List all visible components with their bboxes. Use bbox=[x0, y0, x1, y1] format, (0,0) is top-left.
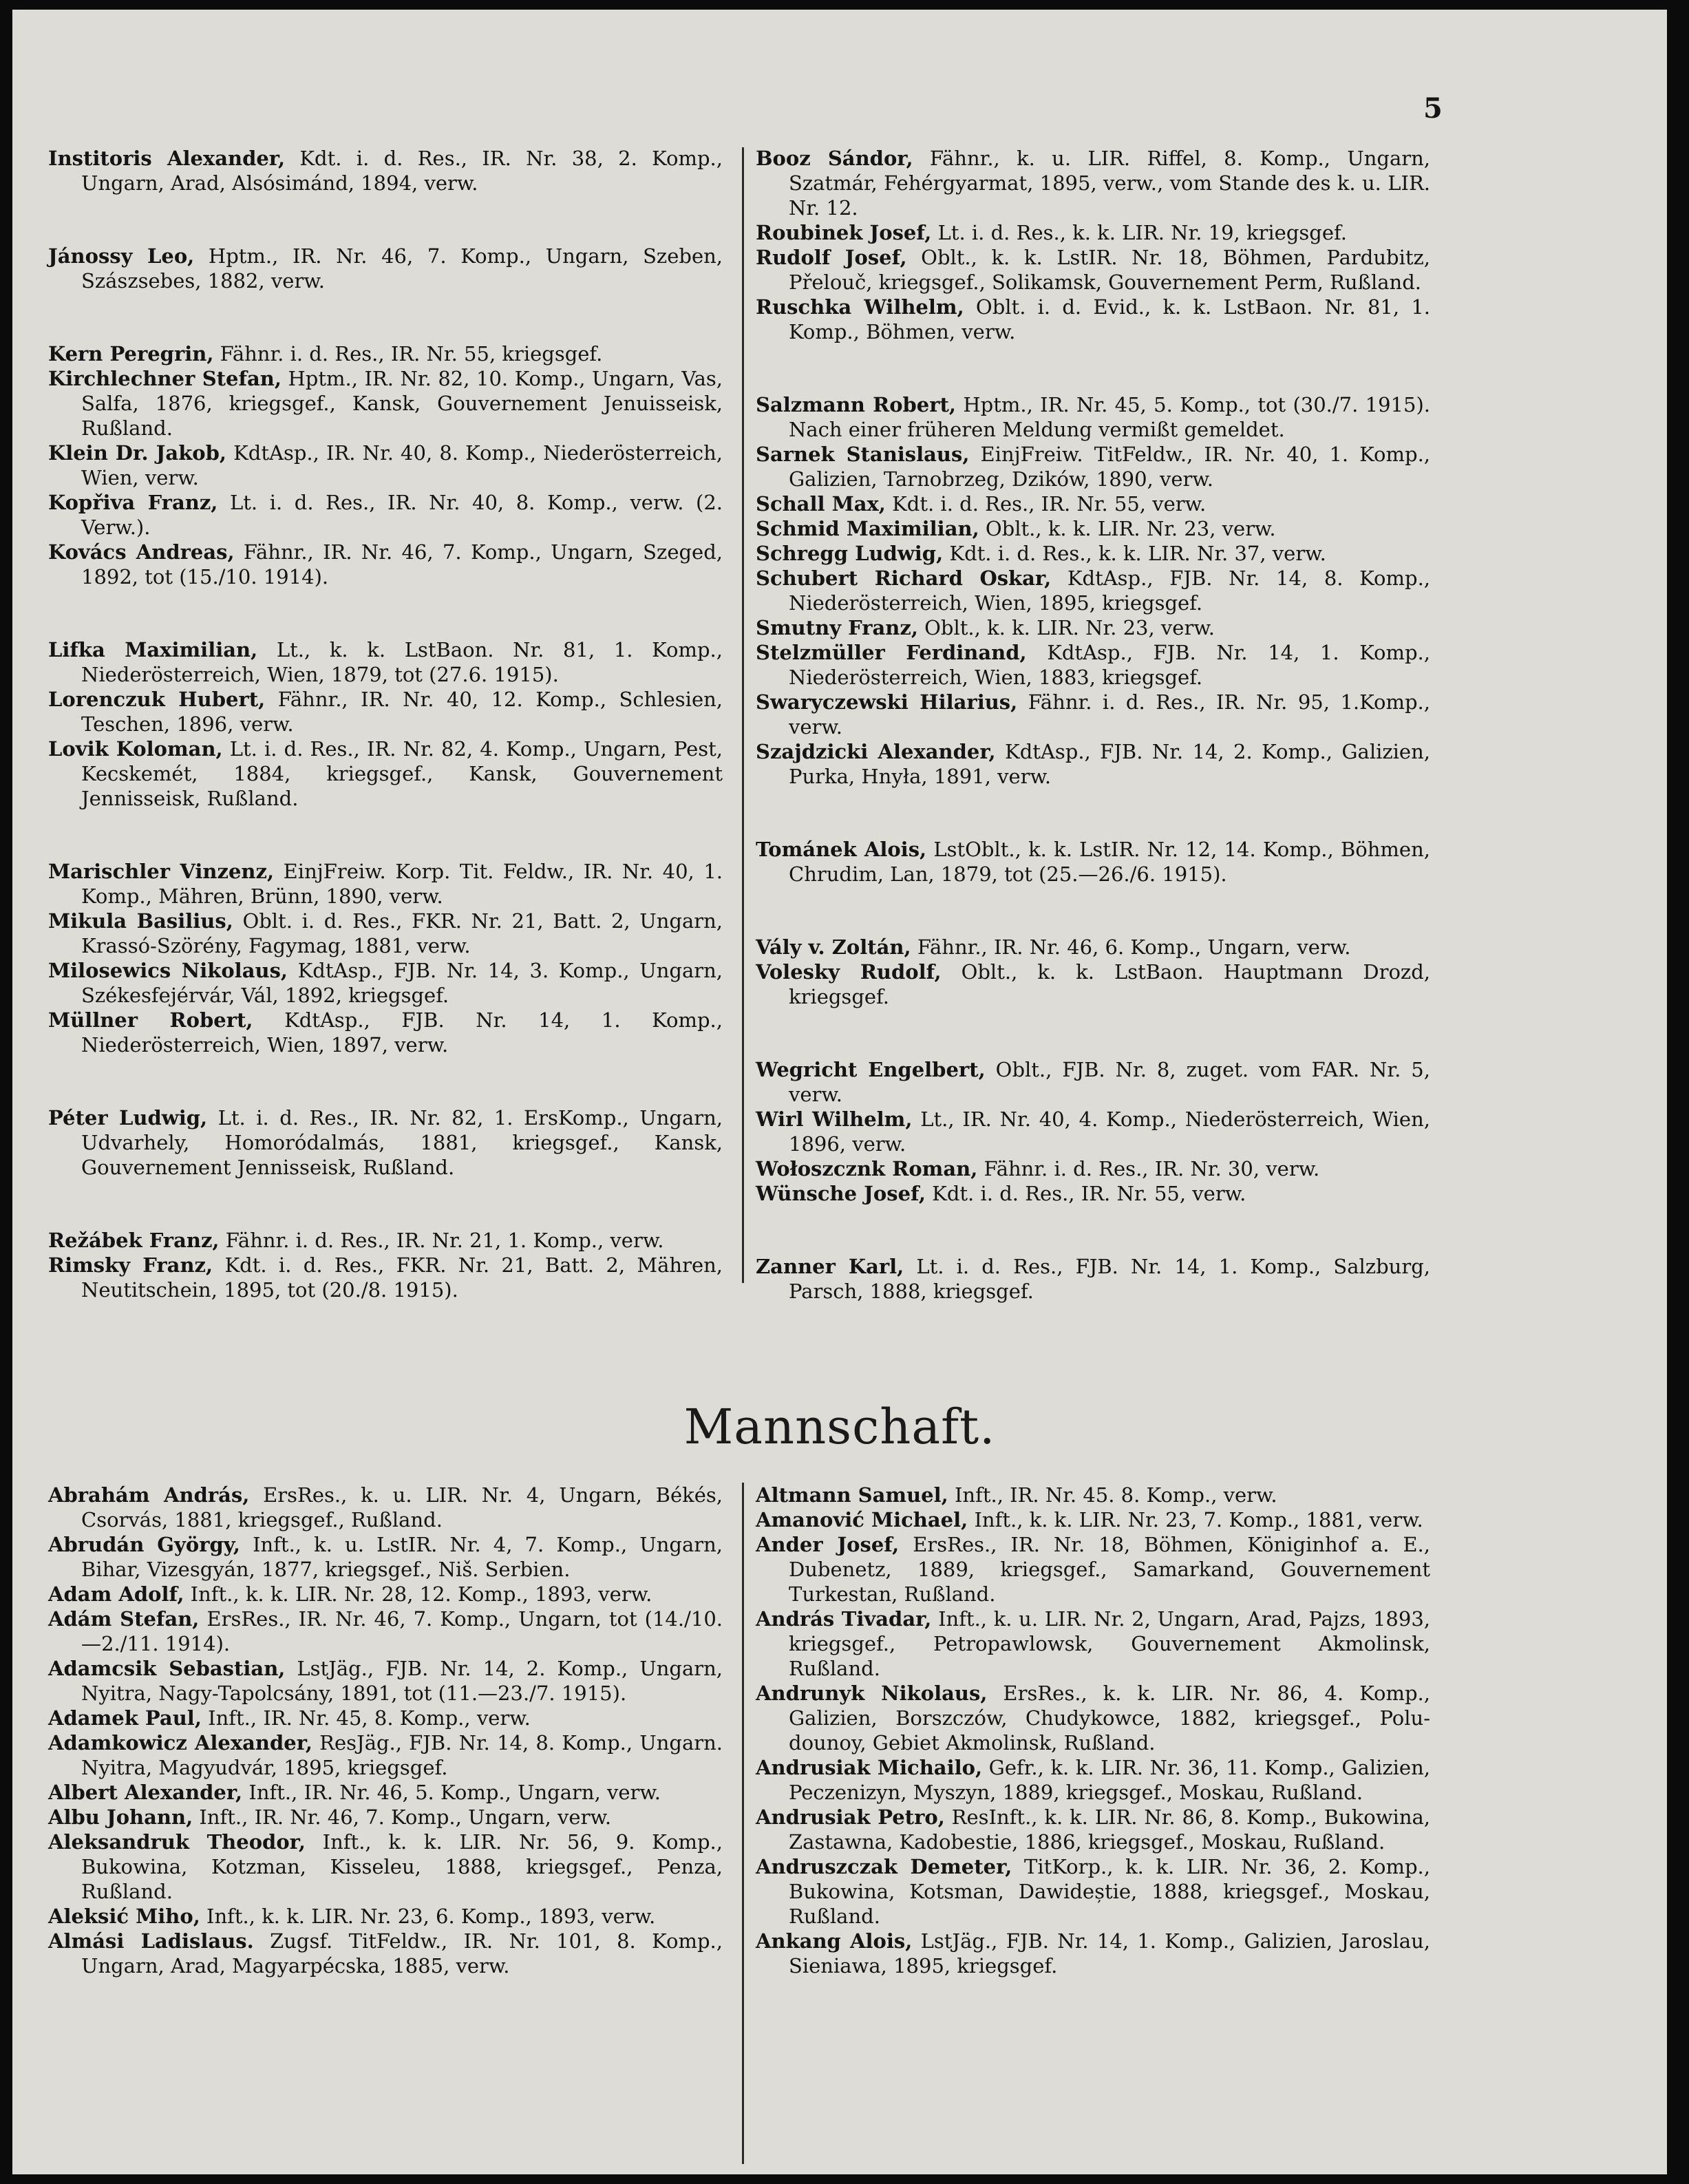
entry-name: Péter Ludwig, bbox=[48, 1106, 208, 1130]
entry-details: Inft., IR. Nr. 45. 8. Komp., verw. bbox=[948, 1483, 1277, 1507]
entry-name: Volesky Rudolf, bbox=[756, 960, 942, 984]
entry-name: Schmid Maximilian, bbox=[756, 517, 979, 540]
entry-details: Inft., IR. Nr. 46, 5. Komp., Ungarn, verw. bbox=[242, 1781, 661, 1804]
entry-name: Müllner Robert, bbox=[48, 1008, 253, 1032]
entry-name: Wünsche Josef, bbox=[756, 1182, 926, 1205]
entry-details: Oblt., k. k. LIR. Nr. 23, verw. bbox=[917, 616, 1215, 639]
entry-details: Gefr., k. k. LIR. Nr. 36, 11. Komp., Galizien, Peczenizyn, Myszyn, 1889, kriegsgef., Moskau, Rußland. bbox=[789, 1756, 1430, 1804]
entry-name: Stelzmüller Ferdinand, bbox=[756, 641, 1027, 664]
entry-details: Fähnr., IR. Nr. 46, 7. Komp., Ungarn, Szeged, 1892, tot (15./10. 1914). bbox=[81, 540, 723, 589]
list-entry bbox=[48, 1830, 723, 1904]
entry-name: Schregg Ludwig, bbox=[756, 542, 944, 565]
entry-details: LstOblt., k. k. LstIR. Nr. 12, 14. Komp., Böhmen, Chrudim, Lan, 1879, tot (25.—26./6. 1915). bbox=[789, 838, 1430, 886]
list-entry bbox=[756, 1254, 1430, 1304]
list-entry bbox=[756, 935, 1430, 960]
entry-details: ErsRes., k. k. LIR. Nr. 86, 4. Komp., Galizien, Borszczów, Chudykowce, 1882, kriegsgef., Polu-dounoy, Gebiet Akmolinsk, Rußland. bbox=[789, 1682, 1430, 1754]
entry-name: Režábek Franz, bbox=[48, 1229, 220, 1252]
entry-details: Hptm., IR. Nr. 46, 7. Komp., Ungarn, Szeben, Szászsebes, 1882, verw. bbox=[81, 244, 723, 293]
list-entry bbox=[756, 960, 1430, 1009]
entry-name: Abrudán György, bbox=[48, 1533, 240, 1556]
entry-details: KdtAsp., FJB. Nr. 14, 2. Komp., Galizien, Purka, Hnyła, 1891, verw. bbox=[789, 740, 1430, 788]
entry-details: Kdt. i. d. Res., IR. Nr. 55, verw. bbox=[885, 492, 1207, 516]
entry-details: Fähnr., IR. Nr. 46, 6. Komp., Ungarn, verw. bbox=[911, 935, 1351, 959]
entry-gap bbox=[756, 789, 1430, 837]
list-entry bbox=[756, 566, 1430, 615]
entry-details: ResJäg., FJB. Nr. 14, 8. Komp., Ungarn. Nyitra, Magyudvár, 1895, kriegsgef. bbox=[81, 1731, 723, 1779]
entry-name: Kirchlechner Stefan, bbox=[48, 367, 282, 390]
entry-name: Adamkowicz Alexander, bbox=[48, 1731, 312, 1754]
entry-name: Adamek Paul, bbox=[48, 1706, 202, 1730]
entry-name: Ankang Alois, bbox=[756, 1929, 913, 1953]
entry-name: Rimsky Franz, bbox=[48, 1253, 213, 1277]
entry-name: Roubinek Josef, bbox=[756, 221, 932, 244]
entry-details: EinjFreiw. TitFeldw., IR. Nr. 40, 1. Komp., Galizien, Tarnobrzeg, Dzików, 1890, verw. bbox=[789, 443, 1431, 491]
entry-name: Institoris Alexander, bbox=[48, 147, 286, 170]
list-entry bbox=[48, 540, 723, 589]
list-entry bbox=[756, 146, 1430, 220]
entry-details: Fähnr. i. d. Res., IR. Nr. 95, 1.Komp., verw. bbox=[789, 690, 1430, 739]
entry-details: Inft., k. k. LIR. Nr. 56, 9. Komp., Bukowina, Kotzman, Kisseleu, 1888, kriegsgef., Penza, Rußland. bbox=[81, 1830, 723, 1903]
entry-name: Smutny Franz, bbox=[756, 616, 918, 639]
entry-details: Inft., k. k. LIR. Nr. 23, 6. Komp., 1893, verw. bbox=[200, 1905, 656, 1928]
list-entry bbox=[756, 1607, 1430, 1681]
entry-details: Lt. i. d. Res., IR. Nr. 82, 1. ErsKomp., Ungarn, Udvarhely, Homoródalmás, 1881, kriegsgef., Kansk, Gouvernement Jennisseisk, Rußland. bbox=[81, 1106, 723, 1179]
entry-gap bbox=[48, 811, 723, 859]
entry-details: ResInft., k. k. LIR. Nr. 86, 8. Komp., Bukowina, Zastawna, Kadobestie, 1886, kriegsgef., Moskau, Rußland. bbox=[789, 1805, 1431, 1854]
column-divider-bottom bbox=[742, 1483, 744, 2164]
list-entry bbox=[48, 958, 723, 1008]
entry-gap bbox=[48, 1057, 723, 1105]
list-entry bbox=[756, 295, 1430, 344]
entry-name: Booz Sándor, bbox=[756, 147, 913, 170]
entry-name: Kopřiva Franz, bbox=[48, 491, 218, 514]
list-entry bbox=[48, 1105, 723, 1180]
list-entry bbox=[48, 687, 723, 736]
entry-details: Inft., IR. Nr. 45, 8. Komp., verw. bbox=[201, 1706, 531, 1730]
entry-name: András Tivadar, bbox=[756, 1607, 932, 1631]
entry-name: Wołoszcznk Roman, bbox=[756, 1157, 978, 1180]
entry-name: Andrusiak Petro, bbox=[756, 1805, 945, 1829]
entry-name: Zanner Karl, bbox=[756, 1255, 904, 1278]
entry-name: Aleksandruk Theodor, bbox=[48, 1830, 306, 1854]
entry-gap bbox=[756, 1009, 1430, 1057]
entry-name: Andruszczak Demeter, bbox=[756, 1855, 1012, 1878]
entry-name: Wirl Wilhelm, bbox=[756, 1107, 913, 1131]
list-entry bbox=[48, 341, 723, 366]
entry-name: Andrusiak Michailo, bbox=[756, 1756, 983, 1779]
list-entry bbox=[756, 837, 1430, 887]
entry-details: Fähnr. i. d. Res., IR. Nr. 55, kriegsgef. bbox=[213, 342, 603, 365]
entry-details: Kdt. i. d. Res., IR. Nr. 55, verw. bbox=[925, 1182, 1246, 1205]
entry-details: KdtAsp., FJB. Nr. 14, 3. Komp., Ungarn, Székesfejérvár, Vál, 1892, kriegsgef. bbox=[81, 959, 723, 1007]
list-entry bbox=[48, 1008, 723, 1057]
entry-details: Fähnr., k. u. LIR. Riffel, 8. Komp., Ungarn, Szatmár, Fehérgyarmat, 1895, verw., vom Stande des k. u. LIR. Nr. 12. bbox=[789, 147, 1430, 220]
entry-details: Kdt. i. d. Res., IR. Nr. 38, 2. Komp., Ungarn, Arad, Alsósimánd, 1894, verw. bbox=[81, 147, 723, 195]
entry-details: Fähnr., IR. Nr. 40, 12. Komp., Schlesien, Teschen, 1896, verw. bbox=[81, 688, 723, 736]
list-entry bbox=[48, 637, 723, 687]
bottom-right-column bbox=[756, 1483, 1430, 1978]
list-entry bbox=[48, 1730, 723, 1780]
list-entry bbox=[48, 1805, 723, 1830]
list-entry bbox=[48, 909, 723, 958]
entry-gap bbox=[48, 1180, 723, 1228]
bottom-left-column bbox=[48, 1483, 723, 1978]
entry-details: LstJäg., FJB. Nr. 14, 2. Komp., Ungarn, Nyitra, Nagy-Tapolcsány, 1891, tot (11.—23./7. 1915). bbox=[81, 1657, 723, 1705]
list-entry bbox=[48, 1253, 723, 1302]
list-entry bbox=[48, 1607, 723, 1656]
column-divider-top bbox=[742, 147, 744, 1283]
entry-details: Fähnr. i. d. Res., IR. Nr. 30, verw. bbox=[977, 1157, 1320, 1180]
entry-name: Schall Max, bbox=[756, 492, 886, 516]
entry-name: Wegricht Engelbert, bbox=[756, 1058, 986, 1081]
entry-gap bbox=[48, 589, 723, 637]
list-entry bbox=[756, 1854, 1430, 1929]
entry-details: TitKorp., k. k. LIR. Nr. 36, 2. Komp., Bukowina, Kotsman, Dawideștie, 1888, kriegsgef., Moskau, Rußland. bbox=[789, 1855, 1430, 1928]
list-entry bbox=[756, 1805, 1430, 1854]
list-entry bbox=[756, 1532, 1430, 1607]
list-entry bbox=[48, 1228, 723, 1253]
list-entry bbox=[48, 490, 723, 540]
entry-details: Lt. i. d. Res., IR. Nr. 82, 4. Komp., Ungarn, Pest, Kecskemét, 1884, kriegsgef., Kansk, Gouvernement Jennisseisk, Rußland. bbox=[81, 737, 723, 810]
entry-name: Milosewics Nikolaus, bbox=[48, 959, 288, 982]
list-entry bbox=[756, 615, 1430, 640]
entry-details: Hptm., IR. Nr. 82, 10. Komp., Ungarn, Vas, Salfa, 1876, kriegsgef., Kansk, Gouvernement Jenuisseisk, Rußland. bbox=[81, 367, 723, 440]
entry-name: Aleksić Miho, bbox=[48, 1905, 200, 1928]
entry-details: Oblt., k. k. LstIR. Nr. 18, Böhmen, Pardubitz, Přelouč, kriegsgef., Solikamsk, Gouvernement Perm, Rußland. bbox=[789, 246, 1430, 294]
entry-gap bbox=[756, 887, 1430, 935]
entry-details: ErsRes., k. u. LIR. Nr. 4, Ungarn, Békés, Csorvás, 1881, kriegsgef., Rußland. bbox=[81, 1483, 723, 1531]
entry-name: Altmann Samuel, bbox=[756, 1483, 948, 1507]
list-entry bbox=[48, 244, 723, 293]
entry-name: Vály v. Zoltán, bbox=[756, 935, 911, 959]
entry-name: Ander Josef, bbox=[756, 1533, 900, 1556]
list-entry bbox=[48, 1904, 723, 1929]
entry-name: Abrahám András, bbox=[48, 1483, 250, 1507]
entry-details: EinjFreiw. Korp. Tit. Feldw., IR. Nr. 40, 1. Komp., Mähren, Brünn, 1890, verw. bbox=[81, 860, 723, 908]
entry-details: KdtAsp., IR. Nr. 40, 8. Komp., Niederösterreich, Wien, verw. bbox=[81, 441, 723, 489]
entry-name: Lifka Maximilian, bbox=[48, 638, 258, 661]
list-entry bbox=[756, 1681, 1430, 1755]
list-entry bbox=[756, 541, 1430, 566]
entry-details: Zugsf. TitFeldw., IR. Nr. 101, 8. Komp., Ungarn, Arad, Magyarpécska, 1885, verw. bbox=[81, 1929, 723, 1978]
list-entry bbox=[756, 245, 1430, 295]
entry-details: Oblt. i. d. Res., FKR. Nr. 21, Batt. 2, Ungarn, Krassó-Szörény, Fagymag, 1881, verw. bbox=[81, 909, 723, 957]
entry-name: Salzmann Robert, bbox=[756, 393, 957, 416]
entry-name: Lovik Koloman, bbox=[48, 737, 223, 761]
entry-details: Lt., k. k. LstBaon. Nr. 81, 1. Komp., Niederösterreich, Wien, 1879, tot (27.6. 1915). bbox=[81, 638, 723, 686]
list-entry bbox=[756, 739, 1430, 789]
entry-gap bbox=[756, 344, 1430, 392]
entry-name: Mikula Basilius, bbox=[48, 909, 233, 933]
entry-name: Lorenczuk Hubert, bbox=[48, 688, 266, 711]
entry-details: Lt. i. d. Res., FJB. Nr. 14, 1. Komp., Salzburg, Parsch, 1888, kriegsgef. bbox=[789, 1255, 1430, 1303]
entry-details: Kdt. i. d. Res., k. k. LIR. Nr. 37, verw. bbox=[943, 542, 1326, 565]
entry-name: Marischler Vinzenz, bbox=[48, 860, 275, 883]
entry-gap bbox=[48, 195, 723, 244]
entry-name: Kern Peregrin, bbox=[48, 342, 214, 365]
entry-details: Fähnr. i. d. Res., IR. Nr. 21, 1. Komp., verw. bbox=[219, 1229, 664, 1252]
top-right-column bbox=[756, 146, 1430, 1304]
entry-gap bbox=[48, 293, 723, 341]
entry-details: Lt., IR. Nr. 40, 4. Komp., Niederösterreich, Wien, 1896, verw. bbox=[789, 1107, 1430, 1156]
section-title: Mannschaft. bbox=[683, 1399, 996, 1455]
list-entry bbox=[48, 1706, 723, 1730]
list-entry bbox=[48, 736, 723, 811]
entry-name: Adám Stefan, bbox=[48, 1607, 200, 1631]
entry-gap bbox=[756, 1206, 1430, 1254]
list-entry bbox=[48, 1656, 723, 1706]
entry-name: Swaryczewski Hilarius, bbox=[756, 690, 1018, 714]
entry-details: Inft., IR. Nr. 46, 7. Komp., Ungarn, verw. bbox=[193, 1805, 612, 1829]
entry-name: Jánossy Leo, bbox=[48, 244, 195, 268]
entry-details: KdtAsp., FJB. Nr. 14, 1. Komp., Niederösterreich, Wien, 1897, verw. bbox=[81, 1008, 723, 1057]
entry-details: Inft., k. k. LIR. Nr. 28, 12. Komp., 1893, verw. bbox=[184, 1582, 652, 1606]
top-left-column bbox=[48, 146, 723, 1302]
entry-name: Adamcsik Sebastian, bbox=[48, 1657, 286, 1680]
entry-name: Adam Adolf, bbox=[48, 1582, 184, 1606]
list-entry bbox=[756, 1181, 1430, 1206]
list-entry bbox=[756, 491, 1430, 516]
list-entry bbox=[48, 146, 723, 195]
entry-details: Oblt., FJB. Nr. 8, zuget. vom FAR. Nr. 5, verw. bbox=[789, 1058, 1430, 1106]
entry-details: Inft., k. u. LIR. Nr. 2, Ungarn, Arad, Pajzs, 1893, kriegsgef., Petropawlowsk, Gouvernement Akmolinsk, Rußland. bbox=[789, 1607, 1430, 1680]
entry-details: Lt. i. d. Res., k. k. LIR. Nr. 19, kriegsgef. bbox=[931, 221, 1347, 244]
list-entry bbox=[756, 1156, 1430, 1181]
entry-details: Oblt. i. d. Evid., k. k. LstBaon. Nr. 81, 1. Komp., Böhmen, verw. bbox=[789, 295, 1430, 343]
list-entry bbox=[756, 1929, 1430, 1978]
entry-details: ErsRes., IR. Nr. 46, 7. Komp., Ungarn, tot (14./10.—2./11. 1914). bbox=[81, 1607, 723, 1655]
entry-details: Inft., k. u. LstIR. Nr. 4, 7. Komp., Ungarn, Bihar, Vizesgyán, 1877, kriegsgef., Niš. Serbien. bbox=[81, 1533, 723, 1581]
list-entry bbox=[48, 1582, 723, 1607]
entry-name: Amanović Michael, bbox=[756, 1508, 968, 1531]
document-page bbox=[12, 10, 1667, 2174]
list-entry bbox=[756, 516, 1430, 541]
entry-details: KdtAsp., FJB. Nr. 14, 1. Komp., Niederösterreich, Wien, 1883, kriegsgef. bbox=[789, 641, 1430, 689]
entry-details: Oblt., k. k. LIR. Nr. 23, verw. bbox=[979, 517, 1276, 540]
list-entry bbox=[756, 640, 1430, 690]
entry-name: Albert Alexander, bbox=[48, 1781, 243, 1804]
entry-name: Sarnek Stanislaus, bbox=[756, 443, 970, 466]
entry-name: Rudolf Josef, bbox=[756, 246, 907, 269]
entry-details: LstJäg., FJB. Nr. 14, 1. Komp., Galizien, Jaroslau, Sieniawa, 1895, kriegsgef. bbox=[789, 1929, 1430, 1978]
entry-details: Kdt. i. d. Res., FKR. Nr. 21, Batt. 2, Mähren, Neutitschein, 1895, tot (20./8. 1915). bbox=[81, 1253, 723, 1302]
entry-details: Lt. i. d. Res., IR. Nr. 40, 8. Komp., verw. (2. Verw.). bbox=[81, 491, 723, 539]
list-entry bbox=[756, 392, 1430, 442]
entry-details: ErsRes., IR. Nr. 18, Böhmen, Königinhof a. E., Dubenetz, 1889, kriegsgef., Samarkand, Gouvernement Turkestan, Rußland. bbox=[789, 1533, 1430, 1606]
list-entry bbox=[756, 1107, 1430, 1156]
entry-name: Almási Ladislaus. bbox=[48, 1929, 254, 1953]
page-number: 5 bbox=[1423, 92, 1443, 125]
list-entry bbox=[756, 1483, 1430, 1507]
entry-details: Inft., k. k. LIR. Nr. 23, 7. Komp., 1881, verw. bbox=[968, 1508, 1423, 1531]
list-entry bbox=[48, 1780, 723, 1805]
list-entry bbox=[48, 1532, 723, 1582]
list-entry bbox=[48, 366, 723, 441]
list-entry bbox=[756, 690, 1430, 739]
entry-name: Andrunyk Nikolaus, bbox=[756, 1682, 988, 1705]
entry-details: Hptm., IR. Nr. 45, 5. Komp., tot (30./7. 1915). Nach einer früheren Meldung vermißt gemeldet. bbox=[789, 393, 1430, 441]
list-entry bbox=[756, 1755, 1430, 1805]
entry-details: KdtAsp., FJB. Nr. 14, 8. Komp., Niederösterreich, Wien, 1895, kriegsgef. bbox=[789, 566, 1430, 615]
entry-name: Szajdzicki Alexander, bbox=[756, 740, 996, 763]
entry-name: Kovács Andreas, bbox=[48, 540, 235, 564]
list-entry bbox=[48, 441, 723, 490]
list-entry bbox=[48, 1929, 723, 1978]
entry-name: Ruschka Wilhelm, bbox=[756, 295, 964, 319]
entry-name: Klein Dr. Jakob, bbox=[48, 441, 226, 465]
list-entry bbox=[48, 859, 723, 909]
list-entry bbox=[756, 1057, 1430, 1107]
entry-details: Oblt., k. k. LstBaon. Hauptmann Drozd, kriegsgef. bbox=[789, 960, 1430, 1008]
list-entry bbox=[48, 1483, 723, 1532]
entry-name: Schubert Richard Oskar, bbox=[756, 566, 1052, 590]
entry-name: Tománek Alois, bbox=[756, 838, 927, 861]
entry-name: Albu Johann, bbox=[48, 1805, 193, 1829]
list-entry bbox=[756, 1507, 1430, 1532]
list-entry bbox=[756, 442, 1430, 491]
list-entry bbox=[756, 220, 1430, 245]
